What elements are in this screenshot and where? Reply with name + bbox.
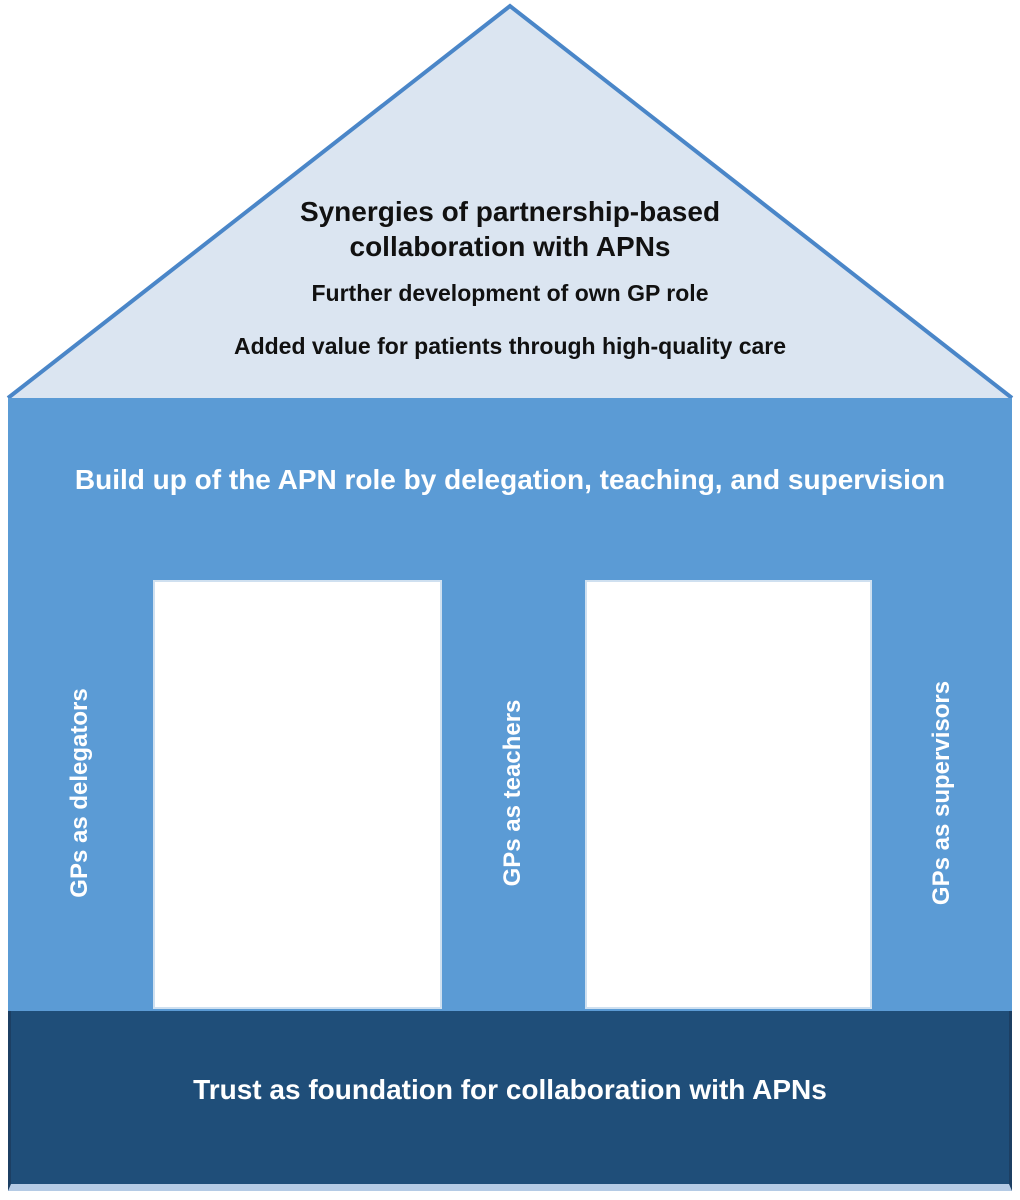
foundation-label: Trust as foundation for collaboration with APNs xyxy=(193,1073,827,1105)
wall-banner: Build up of the APN role by delegation, teaching, and supervision xyxy=(74,464,946,495)
roof-title-line1: Synergies of partnership-based xyxy=(299,196,721,227)
roof-title xyxy=(0,194,1020,264)
foundation-section xyxy=(8,1011,1012,1191)
roof-subtitle-1: Further development of own GP role xyxy=(311,280,709,306)
pillar-label-delegators: GPs as delegators xyxy=(66,688,93,898)
window-right xyxy=(585,580,872,1009)
pillar-label-supervisors: GPs as supervisors xyxy=(928,680,955,906)
window-left xyxy=(153,580,442,1009)
roof-subtitle-2: Added value for patients through high-quality care xyxy=(233,333,787,359)
pillar-label-teachers: GPs as teachers xyxy=(499,699,526,887)
wall-section xyxy=(8,398,1012,1011)
roof-title-line2: collaboration with APNs xyxy=(349,231,671,262)
